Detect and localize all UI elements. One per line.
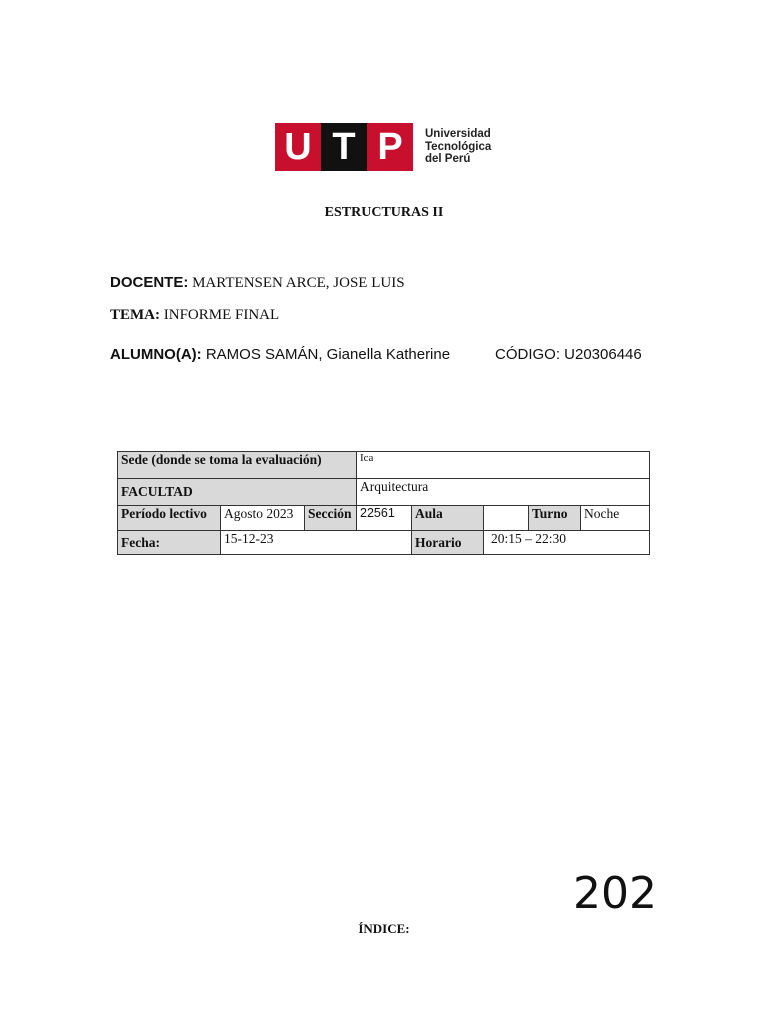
table-row [118,479,650,506]
seccion-label: Sección [305,506,357,531]
facultad-label: FACULTAD [118,479,357,506]
alumno-line [110,346,450,363]
sede-value: Ica [357,452,650,479]
docente-line [110,274,405,292]
logo-university-name [425,128,491,166]
tema-line [110,307,279,324]
sede-label: Sede (donde se toma la evaluación) [118,452,357,479]
utp-logo [273,117,497,177]
logo-letter-p: P [367,123,413,171]
logo-text-line: Universidad [425,128,491,141]
periodo-value: Agosto 2023 [221,506,305,531]
facultad-value: Arquitectura [357,479,650,506]
logo-letters [275,121,413,173]
table-row [118,531,650,555]
alumno-value: RAMOS SAMÁN, Gianella Katherine [205,346,451,363]
docente-value: MARTENSEN ARCE, JOSE LUIS [192,275,405,291]
logo-letter-t: T [321,123,367,171]
periodo-label: Período lectivo [118,506,221,531]
course-title: ESTRUCTURAS II [324,205,444,220]
page-number: 202 [573,868,657,919]
turno-value: Noche [581,506,650,531]
evaluation-info-table [117,451,650,555]
table-row [118,506,650,531]
codigo-text: CÓDIGO: U20306446 [495,346,642,363]
turno-label: Turno [529,506,581,531]
logo-text-line: del Perú [425,153,471,166]
aula-value [484,506,529,531]
aula-label: Aula [412,506,484,531]
seccion-value: 22561 [357,506,412,531]
fecha-value: 15-12-23 [221,531,412,555]
alumno-label: ALUMNO(A): [110,346,202,363]
tema-label: TEMA: [110,307,160,323]
horario-label: Horario [412,531,484,555]
fecha-label: Fecha: [118,531,221,555]
docente-label: DOCENTE: [110,274,189,291]
horario-value: 20:15 – 22:30 [484,531,650,555]
logo-text-line: Tecnológica [425,140,492,153]
table-row [118,452,650,479]
logo-letter-u: U [275,123,321,171]
tema-value: INFORME FINAL [163,307,280,323]
indice-heading: ÍNDICE: [358,921,410,936]
